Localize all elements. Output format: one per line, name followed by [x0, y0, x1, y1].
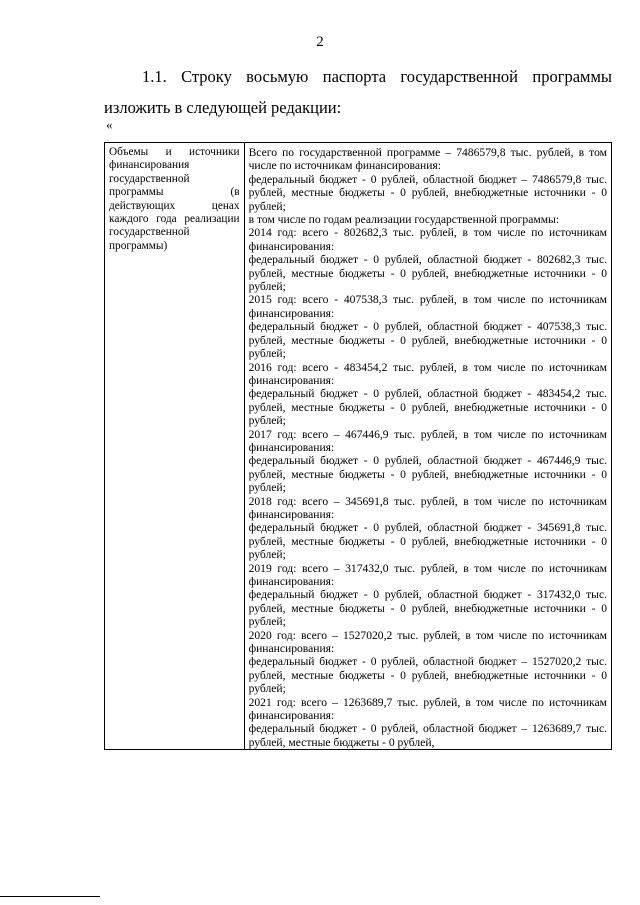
funding-paragraph: 2020 год: всего – 1527020,2 тыс. рублей, в том числе по источникам финансирования:	[248, 628, 607, 656]
funding-paragraph: 2014 год: всего - 802682,3 тыс. рублей, в том числе по источникам финансирования:	[248, 226, 607, 253]
funding-paragraph: федеральный бюджет - 0 рублей, областной бюджет - 407538,3 тыс. рублей, местные бюджеты - 0 рублей, внебюджетные источники - 0 рублей;	[248, 320, 607, 361]
funding-paragraph: 2017 год: всего – 467446,9 тыс. рублей, в том числе по источникам финансирования:	[248, 427, 607, 454]
funding-paragraph: 2021 год: всего – 1263689,7 тыс. рублей, в том числе по источникам финансирования:	[248, 695, 607, 723]
funding-paragraph: 2018 год: всего – 345691,8 тыс. рублей, в том числе по источникам финансирования:	[248, 494, 607, 521]
funding-paragraph: федеральный бюджет - 0 рублей, областной бюджет - 345691,8 тыс. рублей, местные бюджеты - 0 рублей, внебюджетные источники - 0 рублей;	[248, 521, 607, 562]
funding-paragraph: Всего по государственной программе – 7486579,8 тыс. рублей, в том числе по источникам финансирования:	[248, 146, 607, 173]
table-row	[105, 143, 612, 750]
funding-paragraph: федеральный бюджет - 0 рублей, областной бюджет - 802682,3 тыс. рублей, местные бюджеты - 0 рублей, внебюджетные источники - 0 рублей;	[248, 253, 607, 294]
funding-paragraph: федеральный бюджет - 0 рублей, областной бюджет – 1263689,7 тыс. рублей, местные бюджеты - 0 рублей,	[248, 722, 607, 749]
footnote-divider	[0, 896, 100, 897]
funding-paragraph: федеральный бюджет - 0 рублей, областной бюджет - 483454,2 тыс. рублей, местные бюджеты - 0 рублей, внебюджетные источники - 0 рублей;	[248, 387, 607, 428]
row-label-cell	[105, 143, 245, 750]
funding-paragraph: 2016 год: всего - 483454,2 тыс. рублей, в том числе по источникам финансирования:	[248, 360, 607, 387]
funding-details	[249, 146, 607, 749]
funding-paragraph: 2015 год: всего - 407538,3 тыс. рублей, в том числе по источникам финансирования:	[248, 293, 607, 320]
funding-paragraph: федеральный бюджет - 0 рублей, областной бюджет – 1527020,2 тыс. рублей, местные бюджеты - 0 рублей, внебюджетные источники - 0 рублей;	[248, 655, 607, 696]
funding-paragraph: федеральный бюджет - 0 рублей, областной бюджет - 317432,0 тыс. рублей, местные бюджеты - 0 рублей, внебюджетные источники - 0 рублей;	[248, 588, 607, 629]
page-number: 2	[316, 34, 324, 50]
funding-paragraph: федеральный бюджет - 0 рублей, областной бюджет – 7486579,8 тыс. рублей, местные бюджеты - 0 рублей, внебюджетные источники - 0 рублей;	[248, 172, 607, 213]
funding-paragraph: федеральный бюджет - 0 рублей, областной бюджет - 467446,9 тыс. рублей, местные бюджеты - 0 рублей, внебюджетные источники - 0 рублей;	[248, 454, 607, 495]
opening-quote: «	[106, 117, 113, 132]
program-passport-table	[104, 142, 612, 750]
funding-paragraph: в том числе по годам реализации государственной программы:	[248, 213, 560, 227]
row-content-cell	[244, 143, 611, 750]
funding-paragraph: 2019 год: всего – 317432,0 тыс. рублей, в том числе по источникам финансирования:	[248, 561, 607, 588]
row-label: Объемы и источники финансирования государственной программы (в действующих ценах каждого года реализации государственной программы)	[109, 146, 240, 252]
intro-paragraph: 1.1. Строку восьмую паспорта государственной программы изложить в следующей редакции:	[104, 67, 612, 117]
